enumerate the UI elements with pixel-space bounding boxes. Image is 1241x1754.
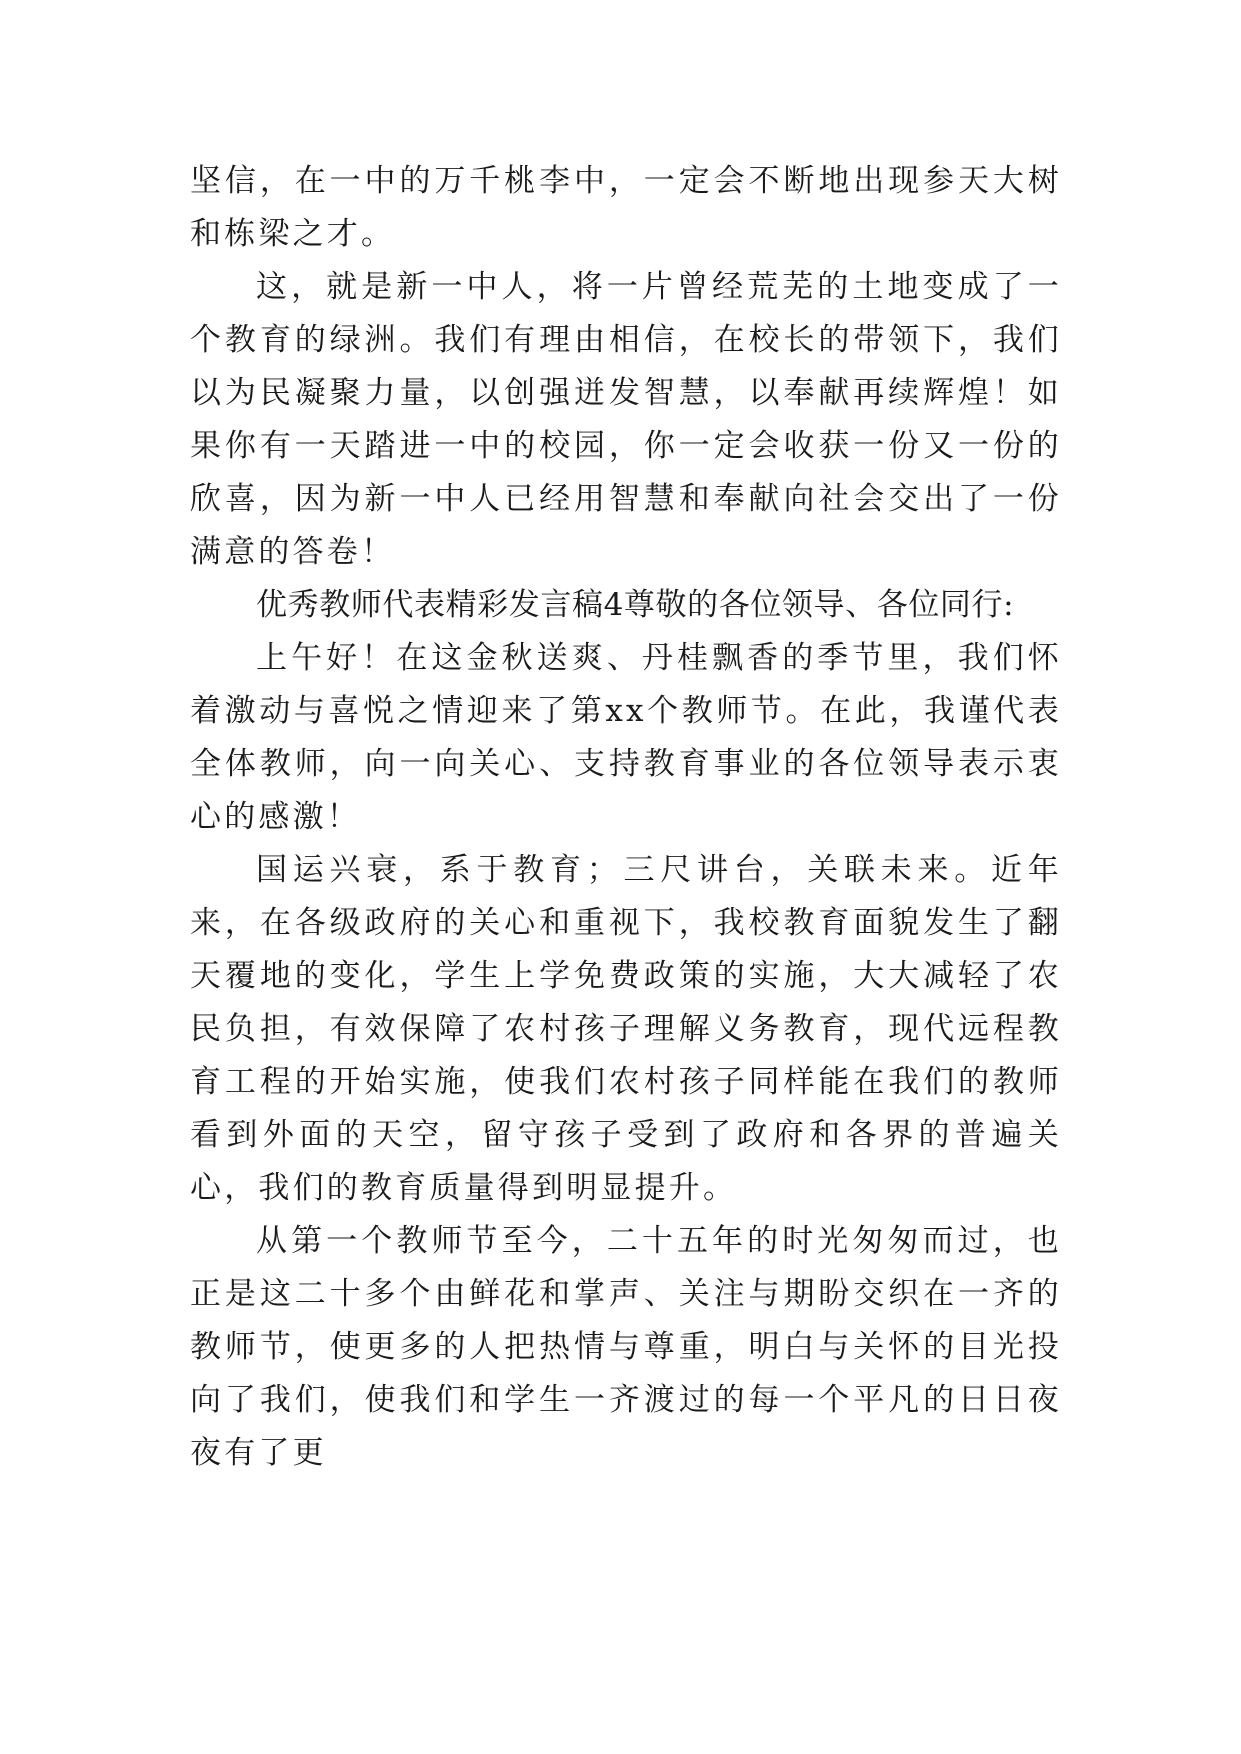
- document-body: [190, 155, 1062, 1480]
- paragraph-teachers-day: 从第一个教师节至今，二十五年的时光匆匆而过，也正是这二十多个由鲜花和掌声、关注与期盼交织在一齐的教师节，使更多的人把热情与尊重，明白与关怀的目光投向了我们，使我们和学生一齐渡过的每一个平凡的日日夜夜有了更: [190, 1223, 1062, 1471]
- paragraph-new-yizhong: 这，就是新一中人，将一片曾经荒芜的土地变成了一个教育的绿洲。我们有理由相信，在校长的带领下，我们以为民凝聚力量，以创强迸发智慧，以奉献再续辉煌！如果你有一天踏进一中的校园，你一定会收获一份又一份的欣喜，因为新一中人已经用智慧和奉献向社会交出了一份满意的答卷！: [190, 269, 1062, 570]
- paragraph-education-development: 国运兴衰，系于教育；三尺讲台，关联未来。近年来，在各级政府的关心和重视下，我校教育面貌发生了翻天覆地的变化，学生上学免费政策的实施，大大减轻了农民负担，有效保障了农村孩子理解义务教育，现代远程教育工程的开始实施，使我们农村孩子同样能在我们的教师看到外面的天空，留守孩子受到了政府和各界的普遍关心，我们的教育质量得到明显提升。: [190, 852, 1062, 1206]
- paragraph-continuation: 坚信，在一中的万千桃李中，一定会不断地出现参天大树和栋梁之才。: [190, 163, 1062, 252]
- speech-heading-line: 优秀教师代表精彩发言稿4尊敬的各位领导、各位同行:: [256, 587, 1015, 623]
- paragraph-greeting: 上午好！在这金秋送爽、丹桂飘香的季节里，我们怀着激动与喜悦之情迎来了第xx个教师节。在此，我谨代表全体教师，向一向关心、支持教育事业的各位领导表示衷心的感激！: [190, 640, 1062, 835]
